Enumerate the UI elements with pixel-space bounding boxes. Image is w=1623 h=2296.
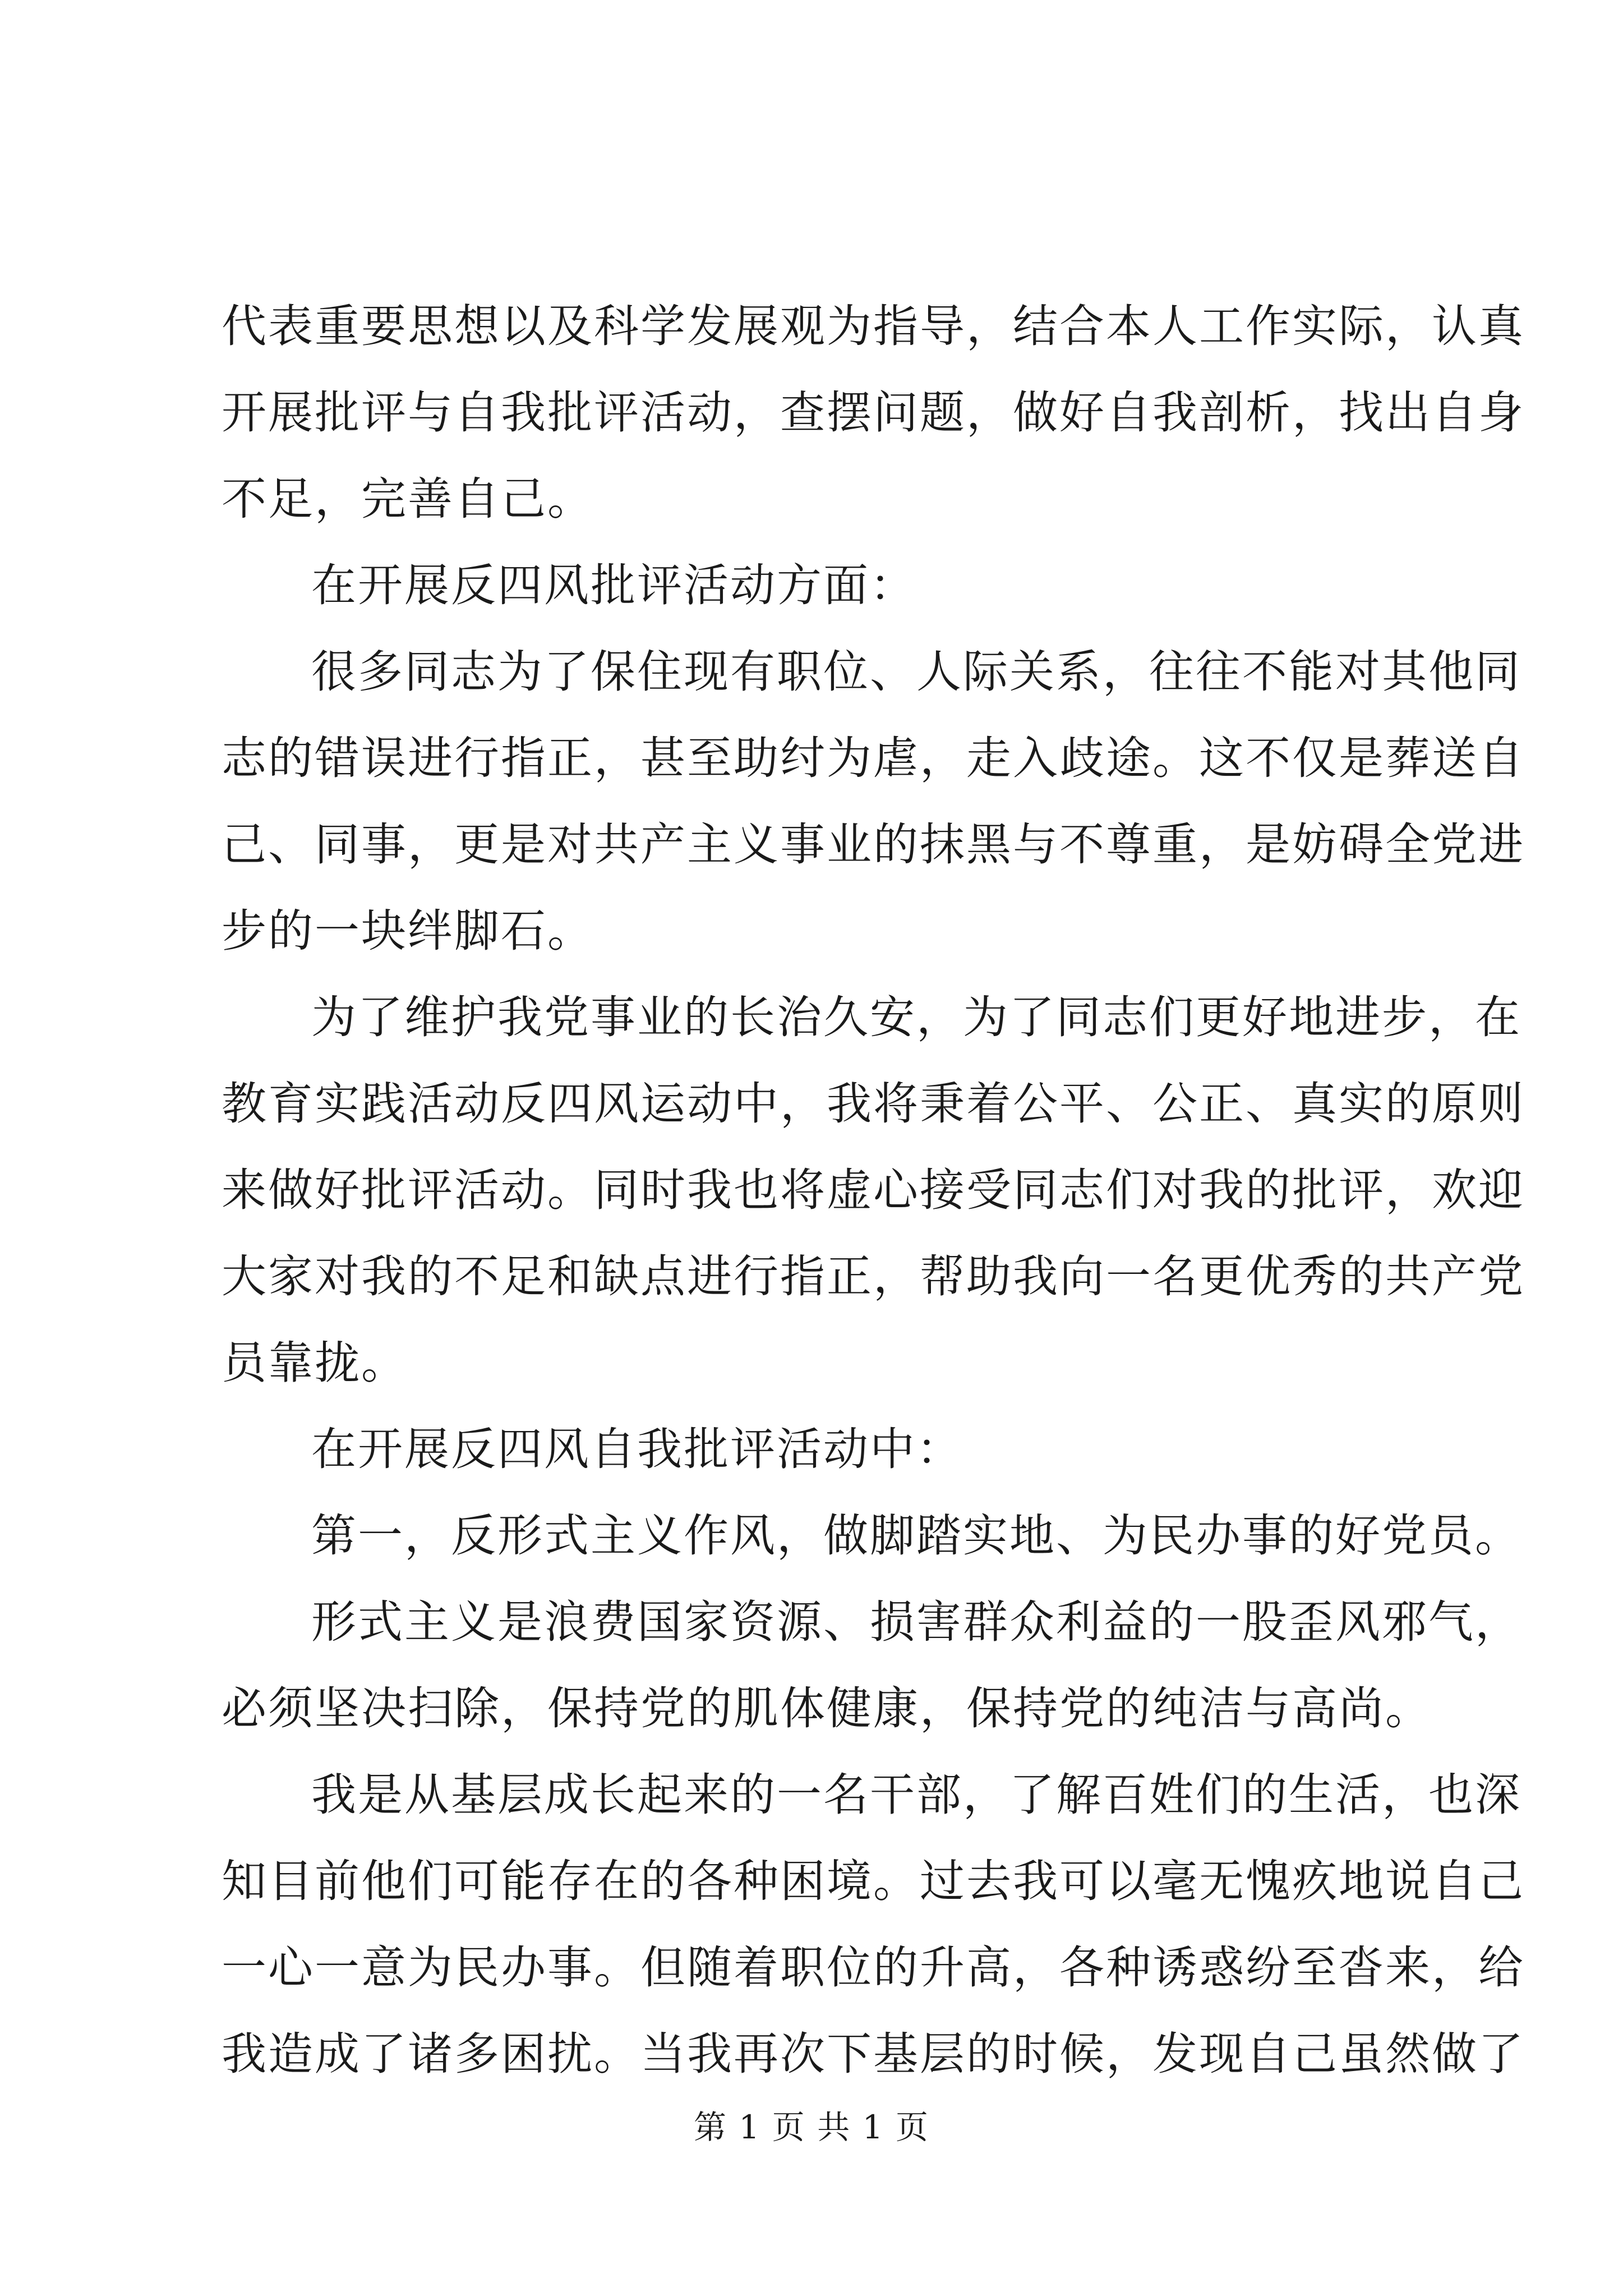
text-line: 必须坚决扫除，保持党的肌体健康，保持党的纯洁与高尚。 [222, 1682, 1432, 1734]
text-line: 来做好批评活动。同时我也将虚心接受同志们对我的批评，欢迎 [222, 1164, 1525, 1216]
document-body [222, 283, 1525, 2097]
text-line: 开展批评与自我批评活动，查摆问题，做好自我剖析，找出自身 [222, 386, 1525, 439]
text-line: 大家对我的不足和缺点进行指正，帮助我向一名更优秀的共产党 [222, 1250, 1525, 1303]
text-line: 在开展反四风批评活动方面： [311, 559, 916, 611]
text-line: 步的一块绊脚石。 [222, 905, 594, 957]
text-line: 第一，反形式主义作风，做脚踏实地、为民办事的好党员。 [311, 1510, 1521, 1562]
text-line: 在开展反四风自我批评活动中： [311, 1423, 963, 1475]
text-line: 我是从基层成长起来的一名干部，了解百姓们的生活，也深 [311, 1769, 1521, 1821]
text-line: 很多同志为了保住现有职位、人际关系，往往不能对其他同 [311, 646, 1521, 698]
text-line: 形式主义是浪费国家资源、损害群众利益的一股歪风邪气， [311, 1596, 1521, 1648]
text-line: 我造成了诸多困扰。当我再次下基层的时候，发现自己虽然做了 [222, 2028, 1525, 2080]
text-line: 教育实践活动反四风运动中，我将秉着公平、公正、真实的原则 [222, 1078, 1525, 1130]
text-line: 己、同事，更是对共产主义事业的抹黑与不尊重，是妨碍全党进 [222, 818, 1525, 871]
text-line: 为了维护我党事业的长治久安，为了同志们更好地进步，在 [311, 991, 1521, 1043]
text-line: 代表重要思想以及科学发展观为指导，结合本人工作实际，认真 [222, 300, 1525, 352]
text-line: 知目前他们可能存在的各种困境。过去我可以毫无愧疚地说自己 [222, 1855, 1525, 1907]
text-line: 志的错误进行指正，甚至助纣为虐，走入歧途。这不仅是葬送自 [222, 732, 1525, 784]
text-line: 不足，完善自己。 [222, 473, 594, 525]
page-footer: 第 1 页 共 1 页 [694, 2108, 929, 2146]
text-line: 员靠拢。 [222, 1337, 408, 1389]
text-line: 一心一意为民办事。但随着职位的升高，各种诱惑纷至沓来，给 [222, 1941, 1525, 1994]
